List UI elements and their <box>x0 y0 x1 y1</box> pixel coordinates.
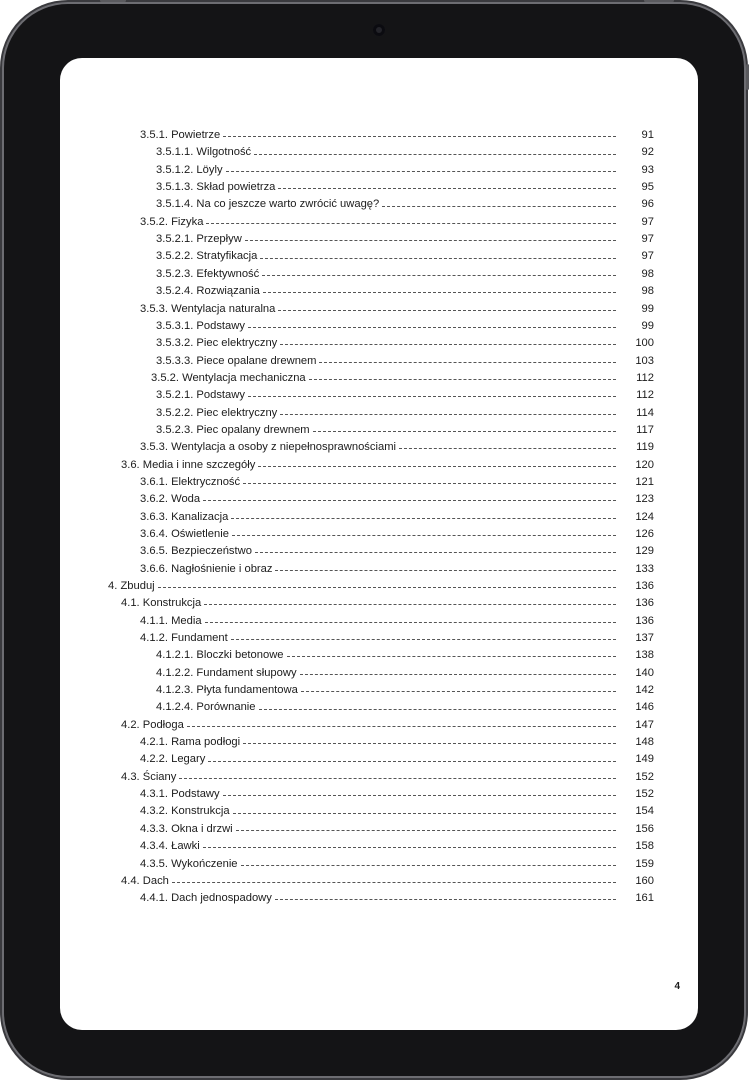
dot-leader <box>275 899 616 900</box>
toc-entry-label: 4.2. Podłoga <box>121 718 184 731</box>
dot-leader <box>258 466 616 467</box>
toc-entry-label: 3.5.2.3. Piec opalany drewnem <box>156 423 310 436</box>
dot-leader <box>172 882 616 883</box>
toc-entry[interactable] <box>60 283 698 300</box>
dot-leader <box>248 327 616 328</box>
toc-entry-label: 4.4.1. Dach jednospadowy <box>140 892 272 905</box>
toc-entry-page: 99 <box>641 302 654 315</box>
toc-entry[interactable] <box>60 613 698 630</box>
toc-entry-page: 117 <box>636 423 654 436</box>
toc-entry-label: 3.5.2.2. Stratyfikacja <box>156 250 258 263</box>
toc-entry-label: 3.5.3.3. Piece opalane drewnem <box>156 354 317 367</box>
toc-entry-label: 3.5.1.2. Löyly <box>156 163 223 176</box>
page-number: 4 <box>674 981 680 992</box>
toc-entry-label: 4.1.2. Fundament <box>140 632 228 645</box>
toc-entry-label: 4.2.1. Rama podłogi <box>140 736 241 749</box>
dot-leader <box>158 587 616 588</box>
toc-entry-page: 97 <box>641 215 654 228</box>
toc-entry-label: 3.5.2.1. Przepływ <box>156 233 242 246</box>
toc-entry-label: 3.6.1. Elektryczność <box>140 475 241 488</box>
toc-entry[interactable] <box>60 422 698 439</box>
toc-entry[interactable] <box>60 266 698 283</box>
toc-entry-label: 3.5.3. Wentylacja a osoby z niepełnosprawnościami <box>140 441 397 454</box>
toc-entry-page: 149 <box>635 753 654 766</box>
toc-entry-label: 4.4. Dach <box>121 874 169 887</box>
toc-entry-page: 136 <box>635 597 654 610</box>
toc-entry-page: 120 <box>635 458 654 471</box>
toc-entry[interactable] <box>60 196 698 213</box>
toc-entry-page: 138 <box>635 649 654 662</box>
toc-entry[interactable] <box>60 509 698 526</box>
dot-leader <box>223 795 616 796</box>
toc-entry-page: 91 <box>641 129 654 142</box>
toc-entry[interactable] <box>60 786 698 803</box>
toc-entry-label: 3.5.3.2. Piec elektryczny <box>156 337 278 350</box>
dot-leader <box>179 778 616 779</box>
toc-entry-label: 4. Zbuduj <box>108 580 155 592</box>
toc-entry-page: 129 <box>635 545 654 558</box>
dot-leader <box>243 483 616 484</box>
toc-entry[interactable] <box>60 144 698 161</box>
dot-leader <box>301 691 616 692</box>
toc-entry[interactable] <box>60 769 698 786</box>
dot-leader <box>382 206 616 207</box>
dot-leader <box>280 344 616 345</box>
dot-leader <box>204 604 616 605</box>
toc-entry-label: 4.3.3. Okna i drzwi <box>140 822 233 835</box>
toc-entry-page: 103 <box>635 354 654 367</box>
toc-entry-label: 3.5.2. Wentylacja mechaniczna <box>151 371 306 384</box>
toc-entry[interactable] <box>60 821 698 838</box>
toc-entry[interactable] <box>60 647 698 664</box>
front-camera <box>373 24 385 36</box>
dot-leader <box>262 275 616 276</box>
side-button <box>746 64 749 90</box>
toc-entry-label: 3.5.2. Fizyka <box>140 215 204 228</box>
toc-entry-label: 3.6.6. Nagłośnienie i obraz <box>140 562 273 575</box>
dot-leader <box>233 813 616 814</box>
dot-leader <box>399 448 616 449</box>
toc-entry[interactable] <box>60 803 698 820</box>
toc-entry-label: 3.5.1.4. Na co jeszcze warto zwrócić uwagę? <box>156 198 380 211</box>
toc-entry[interactable] <box>60 214 698 231</box>
toc-entry-label: 3.5.3. Wentylacja naturalna <box>140 302 276 315</box>
dot-leader <box>255 552 616 553</box>
toc-entry[interactable] <box>60 474 698 491</box>
toc-entry-label: 3.6.5. Bezpieczeństwo <box>140 545 252 558</box>
dot-leader <box>208 761 616 762</box>
dot-leader <box>287 656 617 657</box>
toc-entry-label: 4.3.2. Konstrukcja <box>140 805 230 818</box>
toc-entry[interactable] <box>60 457 698 474</box>
toc-entry-label: 4.1.2.4. Porównanie <box>156 701 256 714</box>
toc-entry-label: 3.6. Media i inne szczegóły <box>121 458 256 471</box>
dot-leader <box>236 830 616 831</box>
dot-leader <box>232 535 616 536</box>
toc-entry-page: 98 <box>641 267 654 280</box>
dot-leader <box>309 379 616 380</box>
toc-entry[interactable] <box>60 665 698 682</box>
toc-entry-page: 159 <box>635 857 654 870</box>
toc-entry-label: 3.5.1.3. Skład powietrza <box>156 181 276 194</box>
toc-entry-label: 4.1.2.1. Bloczki betonowe <box>156 649 284 662</box>
toc-entry[interactable] <box>60 248 698 265</box>
toc-entry[interactable] <box>60 838 698 855</box>
toc-entry[interactable] <box>60 387 698 404</box>
dot-leader <box>245 240 616 241</box>
toc-entry[interactable] <box>60 890 698 907</box>
tablet-frame <box>4 4 744 1076</box>
toc-entry[interactable] <box>60 682 698 699</box>
toc-entry-page: 142 <box>635 684 654 697</box>
toc-entry-label: 3.5.3.1. Podstawy <box>156 319 245 332</box>
toc-entry-label: 4.1.2.3. Płyta fundamentowa <box>156 684 298 697</box>
toc-entry-page: 147 <box>635 718 654 731</box>
toc-entry-label: 4.3.1. Podstawy <box>140 788 220 801</box>
toc-entry-label: 3.5.1. Powietrze <box>140 129 221 142</box>
toc-entry-label: 3.5.2.1. Podstawy <box>156 389 245 402</box>
toc-entry-page: 112 <box>636 389 654 402</box>
dot-leader <box>275 570 616 571</box>
toc-entry-page: 95 <box>641 181 654 194</box>
toc-entry[interactable] <box>60 526 698 543</box>
dot-leader <box>203 500 616 501</box>
toc-entry[interactable] <box>60 352 698 369</box>
toc-entry[interactable] <box>60 873 698 890</box>
dot-leader <box>231 518 616 519</box>
toc-entry-page: 133 <box>635 562 654 575</box>
toc-entry[interactable] <box>60 491 698 508</box>
dot-leader <box>206 223 616 224</box>
toc-entry[interactable] <box>60 127 698 144</box>
toc-entry-label: 4.1. Konstrukcja <box>121 597 202 610</box>
toc-entry[interactable] <box>60 561 698 578</box>
toc-entry-label: 3.6.2. Woda <box>140 493 201 506</box>
volume-button <box>100 0 126 2</box>
dot-leader <box>205 622 616 623</box>
toc-entry-page: 152 <box>635 788 654 801</box>
dot-leader <box>280 414 616 415</box>
toc-entry-page: 136 <box>635 580 654 592</box>
toc-entry[interactable] <box>60 578 698 595</box>
toc-entry-label: 4.2.2. Legary <box>140 753 206 766</box>
dot-leader <box>254 154 616 155</box>
toc-entry-page: 156 <box>635 822 654 835</box>
toc-entry-label: 4.1.2.2. Fundament słupowy <box>156 666 297 679</box>
toc-entry-page: 154 <box>635 805 654 818</box>
dot-leader <box>319 362 616 363</box>
dot-leader <box>226 171 616 172</box>
toc-entry[interactable] <box>60 699 698 716</box>
toc-entry-label: 4.3. Ściany <box>121 770 177 783</box>
toc-entry-label: 4.3.4. Ławki <box>140 840 200 853</box>
toc-entry[interactable] <box>60 717 698 734</box>
toc-entry-label: 4.3.5. Wykończenie <box>140 857 238 870</box>
toc-entry-page: 97 <box>641 250 654 263</box>
toc-entry-label: 3.6.3. Kanalizacja <box>140 510 229 523</box>
toc-entry-page: 152 <box>635 770 654 783</box>
toc-entry[interactable] <box>60 162 698 179</box>
toc-entry-label: 3.5.2.4. Rozwiązania <box>156 285 260 298</box>
dot-leader <box>278 310 616 311</box>
toc-entry-page: 92 <box>641 146 654 159</box>
dot-leader <box>300 674 616 675</box>
dot-leader <box>231 639 616 640</box>
dot-leader <box>243 743 616 744</box>
toc-entry-page: 124 <box>635 510 654 523</box>
dot-leader <box>263 292 616 293</box>
table-of-contents <box>60 127 698 907</box>
toc-entry-page: 148 <box>635 736 654 749</box>
toc-entry[interactable] <box>60 855 698 872</box>
toc-entry[interactable] <box>60 751 698 768</box>
toc-entry[interactable] <box>60 734 698 751</box>
toc-entry-label: 3.5.2.2. Piec elektryczny <box>156 406 278 419</box>
toc-entry-page: 136 <box>635 614 654 627</box>
toc-entry[interactable] <box>60 300 698 317</box>
dot-leader <box>223 136 616 137</box>
dot-leader <box>260 258 616 259</box>
toc-entry[interactable] <box>60 179 698 196</box>
dot-leader <box>278 188 616 189</box>
toc-entry-page: 140 <box>635 666 654 679</box>
toc-entry-page: 121 <box>635 475 654 488</box>
toc-entry[interactable] <box>60 543 698 560</box>
toc-entry[interactable] <box>60 439 698 456</box>
toc-entry-label: 3.6.4. Oświetlenie <box>140 527 229 540</box>
toc-entry[interactable] <box>60 231 698 248</box>
toc-entry-page: 96 <box>641 198 654 211</box>
reader-screen[interactable] <box>60 58 698 1030</box>
dot-leader <box>203 847 616 848</box>
toc-entry-page: 98 <box>641 285 654 298</box>
toc-entry[interactable] <box>60 630 698 647</box>
toc-entry-page: 93 <box>641 163 654 176</box>
toc-entry-page: 114 <box>636 406 654 419</box>
dot-leader <box>259 709 616 710</box>
toc-entry-page: 137 <box>635 632 654 645</box>
toc-entry-page: 99 <box>641 319 654 332</box>
dot-leader <box>248 396 616 397</box>
toc-entry-page: 158 <box>635 840 654 853</box>
toc-entry[interactable] <box>60 335 698 352</box>
toc-entry[interactable] <box>60 370 698 387</box>
toc-entry-page: 123 <box>635 493 654 506</box>
dot-leader <box>241 865 616 866</box>
toc-entry-page: 126 <box>635 527 654 540</box>
toc-entry-page: 97 <box>641 233 654 246</box>
toc-entry-label: 3.5.2.3. Efektywność <box>156 267 260 280</box>
toc-entry-page: 160 <box>635 874 654 887</box>
dot-leader <box>313 431 616 432</box>
dot-leader <box>187 726 616 727</box>
toc-entry-page: 146 <box>635 701 654 714</box>
power-button <box>644 0 674 2</box>
toc-entry-page: 119 <box>636 441 654 454</box>
toc-entry[interactable] <box>60 405 698 422</box>
toc-entry[interactable] <box>60 595 698 612</box>
toc-entry-page: 161 <box>635 892 654 905</box>
toc-entry[interactable] <box>60 318 698 335</box>
toc-entry-page: 112 <box>636 371 654 384</box>
toc-entry-label: 3.5.1.1. Wilgotność <box>156 146 252 159</box>
toc-entry-label: 4.1.1. Media <box>140 614 202 627</box>
toc-entry-page: 100 <box>635 337 654 350</box>
